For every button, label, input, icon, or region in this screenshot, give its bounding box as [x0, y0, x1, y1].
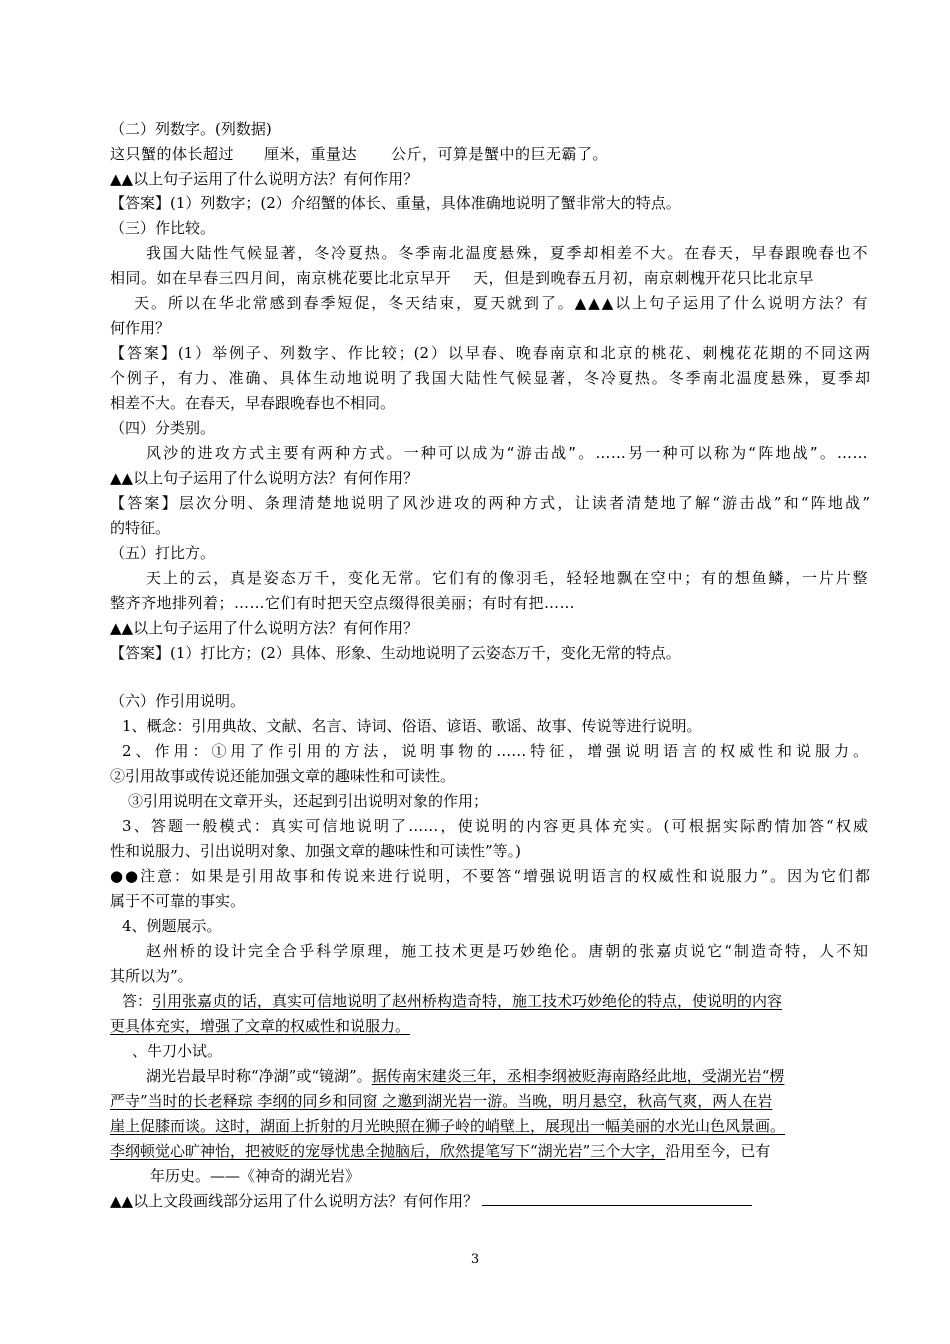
trial-passage-line: 年历史。——《神奇的湖光岩》 [150, 1167, 361, 1185]
section-6-function-line: 2、作用：①用了作引用的方法，说明事物的……特征，增强说明语言的权威性和说服力。 [122, 742, 868, 760]
section-3-heading: （三）作比较。 [110, 219, 216, 237]
section-2-answer: 【答案】(1）列数字；(2）介绍蟹的体长、重量，具体准确地说明了蟹非常大的特点。 [110, 194, 681, 212]
page-number: 3 [470, 1252, 480, 1267]
section-6-demo-heading: 4、例题展示。 [122, 917, 222, 935]
section-3-example-part: 相同。如在早春三四月间，南京桃花要比北京早开 [110, 269, 452, 287]
answer-blank[interactable] [482, 1191, 752, 1206]
section-6-demo-example-line: 其所以为”。 [110, 967, 193, 985]
section-3-example-part: 天，但是到晚春五月初，南京刺槐开花只比北京早 [473, 269, 815, 287]
trial-question: ▲▲以上文段画线部分运用了什么说明方法？有何作用？ [110, 1192, 479, 1210]
section-6-concept: 1、概念：引用典故、文献、名言、诗词、俗语、谚语、歌谣、故事、传说等进行说明。 [122, 717, 702, 735]
section-6-note-line: ●●注意：如果是引用故事和传说来进行说明，不要答“增强说明语言的权威性和说服力”。因为它们都 [110, 867, 870, 885]
trial-passage-line [110, 1141, 870, 1161]
demo-answer-prefix: 答： [122, 992, 153, 1010]
section-5-question: ▲▲以上句子运用了什么说明方法？有何作用？ [110, 619, 419, 637]
section-6-demo-answer-line: 更具体充实，增强了文章的权威性和说服力。 [110, 1017, 411, 1035]
section-6-mode-line: 3、答题一般模式：真实可信地说明了……，使说明的内容更具体充实。(可根据实际酌情加答“权威 [122, 817, 868, 835]
trial-passage-part: 湖光岩最早时称“净湖”或“镜湖”。 [146, 1067, 372, 1085]
section-4-answer-line: 的特征。 [110, 519, 171, 537]
trial-passage-part: 沿用至今，已有 [665, 1142, 771, 1160]
section-2-heading: （二）列数字。(列数据) [110, 120, 272, 138]
section-2-example-part: 厘米，重量达 [264, 145, 358, 163]
section-6-function-line: ②引用故事或传说还能加强文章的趣味性和可读性。 [110, 767, 456, 785]
section-3-example-line: 天。所以在华北常感到春季短促，冬天结束，夏天就到了。▲▲▲以上句子运用了什么说明方法？有 [134, 294, 868, 312]
section-6-demo-answer-line [122, 991, 868, 1011]
section-6-note-line: 属于不可靠的事实。 [110, 892, 246, 910]
section-4-example: 风沙的进攻方式主要有两种方式。一种可以成为“游击战”。……另一种可以称为“阵地战”。…… [146, 444, 868, 462]
section-5-example-line: 天上的云，真是姿态万千，变化无常。它们有的像羽毛，轻轻地飘在空中；有的想鱼鳞，一片片整 [146, 569, 868, 587]
section-6-trial-heading: 、牛刀小试。 [132, 1042, 223, 1060]
section-3-example-line [110, 268, 870, 288]
trial-question-line [110, 1191, 870, 1211]
section-4-heading: （四）分类别。 [110, 419, 216, 437]
section-2-example-part: 公斤，可算是蟹中的巨无霸了。 [391, 145, 609, 163]
section-2-question: ▲▲以上句子运用了什么说明方法？有何作用？ [110, 170, 419, 188]
trial-passage-line: 崖上促膝而谈。这时，湖面上折射的月光映照在狮子岭的峭壁上，展现出一幅美丽的水光山色风景画。 [110, 1117, 786, 1135]
demo-answer-underlined: 引用张嘉贞的话，真实可信地说明了赵州桥构造奇特，施工技术巧妙绝伦的特点，使说明的内容 [152, 992, 783, 1010]
trial-passage-underlined: 据传南宋建炎三年，丞相李纲被贬海南路经此地，受湖光岩“楞 [371, 1067, 785, 1085]
section-5-answer: 【答案】(1）打比方；(2）具体、形象、生动地说明了云姿态万千，变化无常的特点。 [110, 644, 681, 662]
section-5-example-line: 整齐齐地排列着；……它们有时把天空点缀得很美丽；有时有把…… [110, 594, 576, 612]
section-3-example-line: 何作用？ [110, 319, 171, 337]
section-5-heading: （五）打比方。 [110, 544, 216, 562]
section-3-answer-line: 相差不大。在春天，早春跟晚春也不相同。 [110, 394, 396, 412]
section-2-example [110, 144, 870, 164]
section-4-question: ▲▲以上句子运用了什么说明方法？有何作用？ [110, 469, 419, 487]
trial-passage-line [146, 1066, 868, 1086]
trial-passage-line: 严寺”当时的长老释琮 李纲的同乡和同窗 之邀到湖光岩一游。当晚，明月悬空，秋高气爽，两人在岩 [110, 1092, 773, 1110]
section-6-mode-line: 性和说服力、引出说明对象、加强文章的趣味性和可读性”等。) [110, 842, 522, 860]
section-4-answer-line: 【答案】层次分明、条理清楚地说明了风沙进攻的两种方式，让读者清楚地了解“游击战”和“阵地战” [110, 494, 870, 512]
section-3-answer-line: 【答案】(1）举例子、列数字、作比较；(2）以早春、晚春南京和北京的桃花、刺槐花花期的不同这两 [110, 344, 870, 362]
section-3-example-line: 我国大陆性气候显著，冬冷夏热。冬季南北温度悬殊，夏季却相差不大。在春天，早春跟晚春也不 [146, 244, 868, 262]
trial-passage-underlined: 李纲顿觉心旷神怡，把被贬的宠辱忧患全抛脑后，欣然提笔写下“湖光岩”三个大字， [110, 1142, 666, 1160]
section-3-answer-line: 个例子，有力、准确、具体生动地说明了我国大陆性气候显著，冬冷夏热。冬季南北温度悬殊，夏季却 [110, 369, 870, 387]
section-6-function-line: ③引用说明在文章开头，还起到引出说明对象的作用； [128, 792, 489, 810]
section-6-demo-example-line: 赵州桥的设计完全合乎科学原理，施工技术更是巧妙绝伦。唐朝的张嘉贞说它“制造奇特，人不知 [146, 942, 868, 960]
section-6-heading: （六）作引用说明。 [110, 692, 246, 710]
section-2-example-part: 这只蟹的体长超过 [110, 145, 235, 163]
